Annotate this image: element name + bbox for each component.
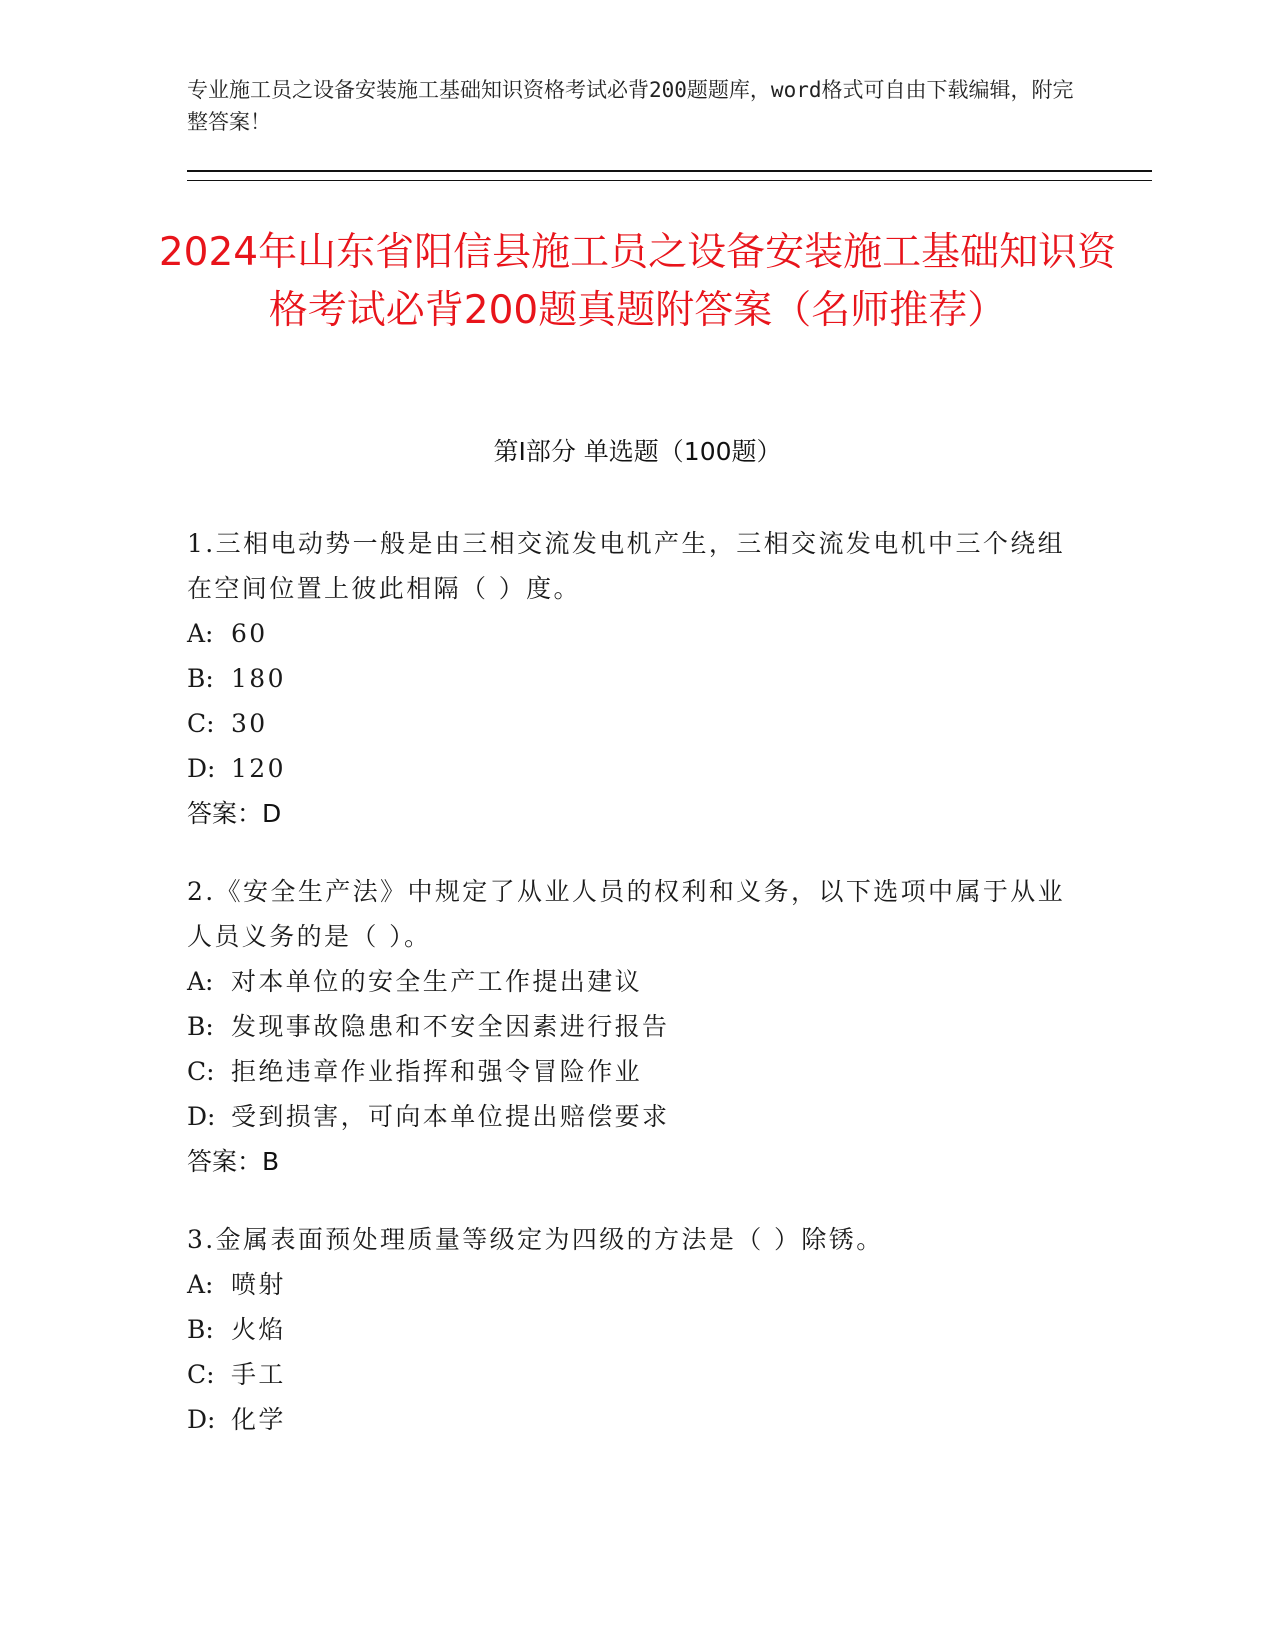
- option-c: [187, 701, 1067, 746]
- header-divider-thick: [187, 170, 1152, 172]
- option-text: 30: [231, 709, 268, 738]
- option-letter: C:: [187, 1057, 215, 1086]
- option-letter: A:: [187, 967, 214, 996]
- option-letter: A:: [187, 619, 214, 648]
- option-text: 180: [231, 664, 286, 693]
- answer-line: 答案：B: [187, 1147, 280, 1176]
- option-text: 发现事故隐患和不安全因素进行报告: [231, 1012, 670, 1041]
- question-stem: 1.三相电动势一般是由三相交流发电机产生，三相交流发电机中三个绕组在空间位置上彼此相隔（ ）度。: [187, 529, 1066, 603]
- question-stem: 3.金属表面预处理质量等级定为四级的方法是（ ）除锈。: [187, 1225, 884, 1254]
- option-d: [187, 1397, 1067, 1442]
- option-text: 喷射: [231, 1270, 286, 1299]
- option-text: 对本单位的安全生产工作提出建议: [231, 967, 643, 996]
- option-letter: D:: [187, 1102, 216, 1131]
- option-d: [187, 1094, 1067, 1139]
- question-stem: 2.《安全生产法》中规定了从业人员的权利和义务，以下选项中属于从业人员义务的是（ ）。: [187, 877, 1066, 951]
- question-1: [187, 521, 1067, 836]
- option-text: 120: [231, 754, 286, 783]
- option-text: 化学: [231, 1405, 286, 1434]
- option-text: 受到损害，可向本单位提出赔偿要求: [231, 1102, 670, 1131]
- option-b: [187, 1004, 1067, 1049]
- option-letter: D:: [187, 754, 216, 783]
- option-text: 手工: [231, 1360, 286, 1389]
- option-letter: B:: [187, 664, 214, 693]
- question-2: [187, 869, 1067, 1184]
- answer-line: 答案：D: [187, 799, 282, 828]
- header-note: 专业施工员之设备安装施工基础知识资格考试必背200题题库，word格式可自由下载编辑，附完整答案！: [187, 78, 1074, 134]
- option-list: [187, 959, 1067, 1139]
- document-title: 2024年山东省阳信县施工员之设备安装施工基础知识资格考试必背200题真题附答案（名师推荐）: [158, 230, 1117, 333]
- option-b: [187, 1307, 1067, 1352]
- header-divider-thin: [187, 180, 1152, 181]
- option-text: 拒绝违章作业指挥和强令冒险作业: [231, 1057, 643, 1086]
- option-a: [187, 959, 1067, 1004]
- option-letter: C:: [187, 1360, 215, 1389]
- question-3: [187, 1217, 1067, 1442]
- option-letter: B:: [187, 1315, 214, 1344]
- option-text: 火焰: [231, 1315, 286, 1344]
- option-d: [187, 746, 1067, 791]
- option-c: [187, 1049, 1067, 1094]
- option-letter: D:: [187, 1405, 216, 1434]
- option-c: [187, 1352, 1067, 1397]
- option-text: 60: [231, 619, 268, 648]
- option-b: [187, 656, 1067, 701]
- option-letter: C:: [187, 709, 215, 738]
- option-letter: A:: [187, 1270, 214, 1299]
- option-list: [187, 611, 1067, 791]
- section-heading: 第Ⅰ部分 单选题（100题）: [493, 437, 782, 466]
- option-a: [187, 611, 1067, 656]
- option-list: [187, 1262, 1067, 1442]
- option-a: [187, 1262, 1067, 1307]
- option-letter: B:: [187, 1012, 214, 1041]
